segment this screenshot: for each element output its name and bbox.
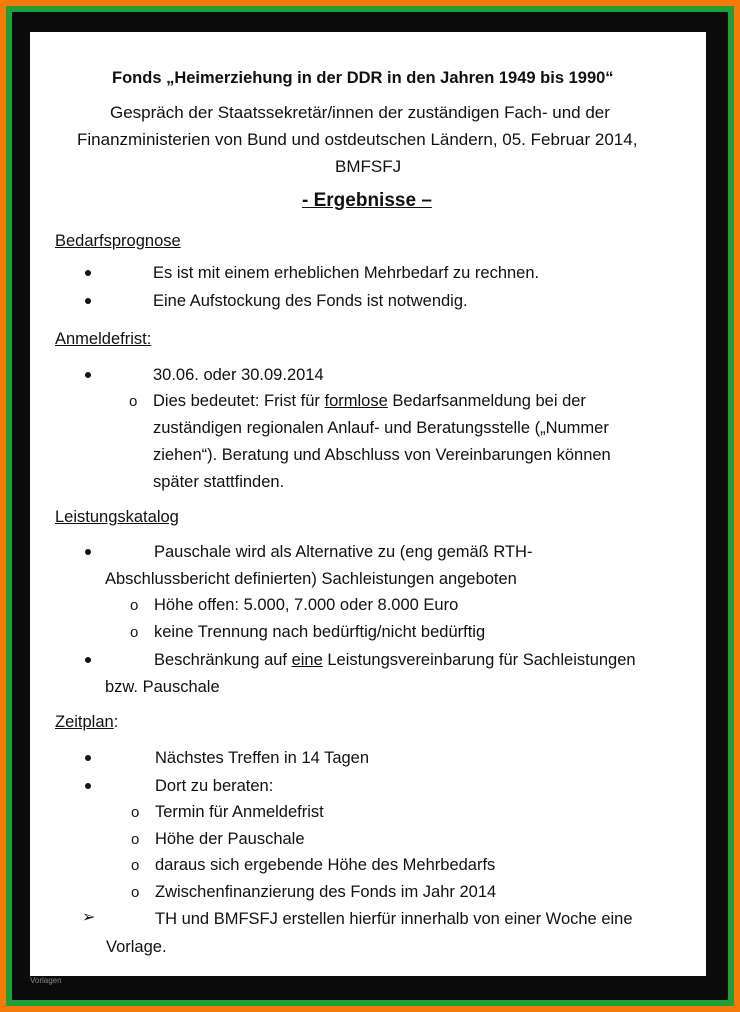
underlined-word: eine	[291, 651, 323, 669]
list-item-continued: Abschlussbericht definierten) Sachleistungen angeboten	[105, 570, 517, 588]
sub-bullet-icon: o	[131, 831, 140, 848]
text-segment: Leistungsvereinbarung für Sachleistungen	[322, 651, 636, 669]
heading-text: Zeitplan	[55, 713, 114, 731]
list-item	[154, 650, 636, 670]
sub-list-item-continued: zuständigen regionalen Anlauf- und Beratungsstelle („Nummer	[153, 419, 609, 437]
subtitle-line-3: BMFSFJ	[335, 157, 402, 176]
sub-list-item: Höhe der Pauschale	[155, 830, 305, 848]
sub-list-item	[153, 391, 586, 411]
watermark: Vorlagen	[30, 976, 62, 985]
subtitle-line-2: Finanzministerien von Bund und ostdeutschen Ländern, 05. Februar 2014,	[77, 130, 638, 149]
list-item-continued: bzw. Pauschale	[105, 678, 220, 696]
sub-bullet-icon: o	[131, 884, 140, 901]
text-segment: Beschränkung auf	[154, 651, 292, 669]
document-page	[30, 32, 706, 976]
document-title: Fonds „Heimerziehung in der DDR in den Jahren 1949 bis 1990“	[112, 69, 614, 87]
sub-list-item: Höhe offen: 5.000, 7.000 oder 8.000 Euro	[154, 596, 459, 614]
section-heading-leistungskatalog: Leistungskatalog	[55, 508, 179, 526]
list-item: Pauschale wird als Alternative zu (eng gemäß RTH-	[154, 543, 533, 561]
sub-list-item: daraus sich ergebende Höhe des Mehrbedarfs	[155, 856, 496, 874]
bullet-icon	[85, 755, 91, 761]
sub-bullet-icon: o	[130, 624, 139, 641]
sub-bullet-icon: o	[131, 857, 140, 874]
text-segment: Dies bedeutet: Frist für	[153, 392, 325, 410]
list-item: Es ist mit einem erheblichen Mehrbedarf zu rechnen.	[153, 264, 540, 282]
arrow-list-item-continued: Vorlage.	[106, 938, 167, 956]
bullet-icon	[85, 372, 91, 378]
sub-bullet-icon: o	[130, 597, 139, 614]
heading-colon: :	[113, 713, 119, 731]
list-item: 30.06. oder 30.09.2014	[153, 366, 324, 384]
bullet-icon	[85, 657, 91, 663]
sub-list-item-continued: ziehen“). Beratung und Abschluss von Vereinbarungen können	[153, 446, 611, 464]
sub-list-item: Zwischenfinanzierung des Fonds im Jahr 2014	[155, 883, 497, 901]
arrow-bullet-icon: ➢	[82, 909, 96, 926]
underlined-word: formlose	[324, 392, 388, 410]
text-segment: Bedarfsanmeldung bei der	[387, 392, 586, 410]
bullet-icon	[85, 298, 91, 304]
sub-bullet-icon: o	[129, 393, 138, 410]
subtitle-line-1: Gespräch der Staatssekretär/innen der zuständigen Fach- und der	[110, 103, 610, 122]
bullet-icon	[85, 783, 91, 789]
list-item: Eine Aufstockung des Fonds ist notwendig.	[153, 292, 468, 310]
section-heading-bedarfsprognose: Bedarfsprognose	[55, 232, 181, 250]
arrow-list-item: TH und BMFSFJ erstellen hierfür innerhalb von einer Woche eine	[155, 910, 633, 928]
sub-list-item: Termin für Anmeldefrist	[155, 803, 324, 821]
results-heading: - Ergebnisse –	[302, 190, 432, 211]
bullet-icon	[85, 270, 91, 276]
sub-list-item-continued: später stattfinden.	[153, 473, 285, 491]
section-heading-zeitplan	[55, 712, 118, 732]
list-item: Dort zu beraten:	[155, 777, 274, 795]
sub-bullet-icon: o	[131, 804, 140, 821]
bullet-icon	[85, 549, 91, 555]
sub-list-item: keine Trennung nach bedürftig/nicht bedürftig	[154, 623, 486, 641]
list-item: Nächstes Treffen in 14 Tagen	[155, 749, 370, 767]
section-heading-anmeldefrist: Anmeldefrist:	[55, 330, 152, 348]
